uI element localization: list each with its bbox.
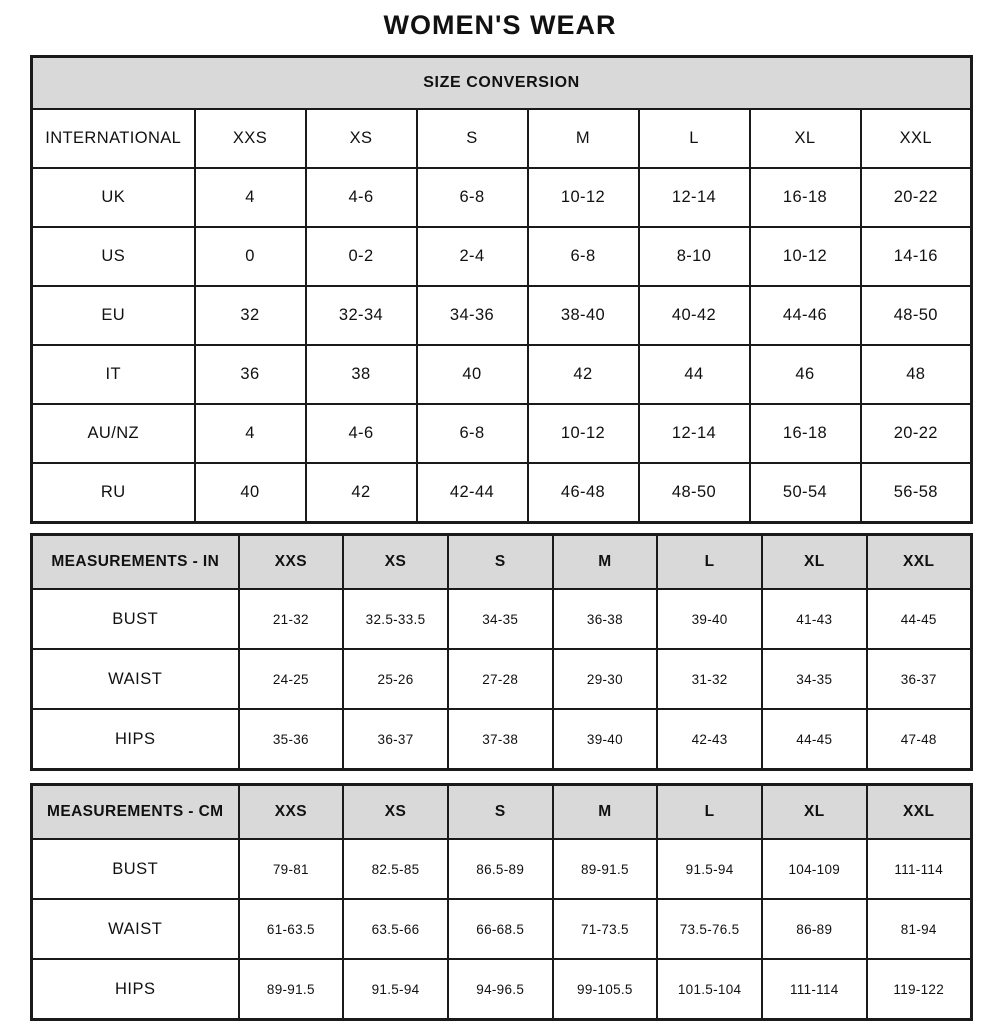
measurement-label: HIPS — [32, 709, 239, 770]
measurement-value: 71-73.5 — [553, 899, 658, 959]
measurement-value: 35-36 — [239, 709, 344, 770]
size-value: 42 — [306, 463, 417, 523]
measurement-value: 86-89 — [762, 899, 867, 959]
measurement-value: 37-38 — [448, 709, 553, 770]
size-value: 20-22 — [861, 404, 972, 463]
size-conversion-table — [30, 55, 973, 524]
measurement-value: 36-37 — [867, 649, 972, 709]
measurement-value: 36-38 — [553, 589, 658, 649]
size-value: 10-12 — [528, 404, 639, 463]
size-value: 20-22 — [861, 168, 972, 227]
size-value: 4 — [195, 404, 306, 463]
size-column-header: INTERNATIONAL — [32, 109, 195, 168]
size-row — [32, 168, 972, 227]
measurement-label: WAIST — [32, 649, 239, 709]
size-value: 46-48 — [528, 463, 639, 523]
size-value: 48-50 — [639, 463, 750, 523]
measurement-value: 36-37 — [343, 709, 448, 770]
measurement-value: 39-40 — [657, 589, 762, 649]
measurement-value: 24-25 — [239, 649, 344, 709]
size-value: 48-50 — [861, 286, 972, 345]
measurement-value: 89-91.5 — [239, 959, 344, 1020]
measurement-column-header: M — [553, 785, 658, 840]
size-value: 38 — [306, 345, 417, 404]
measurement-value: 104-109 — [762, 839, 867, 899]
measurement-row — [32, 709, 972, 770]
size-value: 10-12 — [750, 227, 861, 286]
size-value: 14-16 — [861, 227, 972, 286]
size-value: 16-18 — [750, 168, 861, 227]
measurement-value: 34-35 — [448, 589, 553, 649]
size-column-header: L — [639, 109, 750, 168]
size-value: 6-8 — [417, 404, 528, 463]
size-value: 16-18 — [750, 404, 861, 463]
measurement-value: 31-32 — [657, 649, 762, 709]
size-value: 4-6 — [306, 168, 417, 227]
measurement-value: 21-32 — [239, 589, 344, 649]
size-value: 46 — [750, 345, 861, 404]
size-value: 6-8 — [417, 168, 528, 227]
region-label: US — [32, 227, 195, 286]
size-row — [32, 286, 972, 345]
size-value: 10-12 — [528, 168, 639, 227]
measurement-column-header: XXL — [867, 785, 972, 840]
measurement-column-header: XL — [762, 785, 867, 840]
measurement-value: 119-122 — [867, 959, 972, 1020]
size-value: 4-6 — [306, 404, 417, 463]
measurement-column-header: MEASUREMENTS - IN — [32, 535, 239, 590]
measurement-value: 29-30 — [553, 649, 658, 709]
measurement-column-header: L — [657, 535, 762, 590]
measurement-label: HIPS — [32, 959, 239, 1020]
size-value: 32 — [195, 286, 306, 345]
measurement-value: 66-68.5 — [448, 899, 553, 959]
measurement-label: BUST — [32, 839, 239, 899]
size-value: 0 — [195, 227, 306, 286]
size-column-header: XS — [306, 109, 417, 168]
size-column-header: XL — [750, 109, 861, 168]
size-value: 50-54 — [750, 463, 861, 523]
measurement-row — [32, 959, 972, 1020]
region-label: RU — [32, 463, 195, 523]
measurement-value: 61-63.5 — [239, 899, 344, 959]
measurements-cm-table — [30, 783, 973, 1021]
measurement-value: 41-43 — [762, 589, 867, 649]
size-value: 44-46 — [750, 286, 861, 345]
size-value: 48 — [861, 345, 972, 404]
measurement-value: 79-81 — [239, 839, 344, 899]
size-value: 4 — [195, 168, 306, 227]
size-value: 32-34 — [306, 286, 417, 345]
measurement-column-header: MEASUREMENTS - CM — [32, 785, 239, 840]
measurement-value: 27-28 — [448, 649, 553, 709]
size-value: 0-2 — [306, 227, 417, 286]
size-column-header: XXL — [861, 109, 972, 168]
measurement-value: 99-105.5 — [553, 959, 658, 1020]
column-header-row — [32, 109, 972, 168]
measurement-value: 25-26 — [343, 649, 448, 709]
measurement-value: 101.5-104 — [657, 959, 762, 1020]
measurement-value: 81-94 — [867, 899, 972, 959]
measurement-value: 44-45 — [762, 709, 867, 770]
measurement-value: 111-114 — [762, 959, 867, 1020]
size-value: 8-10 — [639, 227, 750, 286]
size-value: 40 — [195, 463, 306, 523]
measurement-value: 42-43 — [657, 709, 762, 770]
measurement-column-header: XXL — [867, 535, 972, 590]
measurement-value: 91.5-94 — [657, 839, 762, 899]
measurement-value: 34-35 — [762, 649, 867, 709]
size-row — [32, 227, 972, 286]
measurement-column-header: L — [657, 785, 762, 840]
size-value: 40-42 — [639, 286, 750, 345]
measurement-value: 86.5-89 — [448, 839, 553, 899]
size-value: 38-40 — [528, 286, 639, 345]
measurement-header-row — [32, 785, 972, 840]
measurement-value: 47-48 — [867, 709, 972, 770]
table-banner: SIZE CONVERSION — [32, 57, 972, 110]
size-value: 42 — [528, 345, 639, 404]
measurement-column-header: S — [448, 785, 553, 840]
region-label: UK — [32, 168, 195, 227]
measurement-value: 91.5-94 — [343, 959, 448, 1020]
measurement-column-header: XS — [343, 785, 448, 840]
measurement-value: 39-40 — [553, 709, 658, 770]
page-title: WOMEN'S WEAR — [383, 10, 617, 40]
size-value: 40 — [417, 345, 528, 404]
measurement-column-header: XL — [762, 535, 867, 590]
measurements-in-table — [30, 533, 973, 771]
measurement-value: 73.5-76.5 — [657, 899, 762, 959]
measurement-value: 94-96.5 — [448, 959, 553, 1020]
size-value: 12-14 — [639, 168, 750, 227]
size-value: 56-58 — [861, 463, 972, 523]
size-value: 12-14 — [639, 404, 750, 463]
measurement-value: 63.5-66 — [343, 899, 448, 959]
size-row — [32, 345, 972, 404]
measurement-row — [32, 589, 972, 649]
measurement-value: 44-45 — [867, 589, 972, 649]
banner-row — [32, 57, 972, 110]
region-label: AU/NZ — [32, 404, 195, 463]
measurement-row — [32, 649, 972, 709]
measurement-value: 82.5-85 — [343, 839, 448, 899]
size-value: 2-4 — [417, 227, 528, 286]
measurement-column-header: S — [448, 535, 553, 590]
size-column-header: M — [528, 109, 639, 168]
size-column-header: XXS — [195, 109, 306, 168]
region-label: IT — [32, 345, 195, 404]
measurement-column-header: M — [553, 535, 658, 590]
measurement-value: 89-91.5 — [553, 839, 658, 899]
measurement-column-header: XS — [343, 535, 448, 590]
size-value: 44 — [639, 345, 750, 404]
measurement-value: 32.5-33.5 — [343, 589, 448, 649]
measurement-label: BUST — [32, 589, 239, 649]
size-value: 36 — [195, 345, 306, 404]
measurement-value: 111-114 — [867, 839, 972, 899]
size-value: 42-44 — [417, 463, 528, 523]
size-value: 6-8 — [528, 227, 639, 286]
measurement-row — [32, 839, 972, 899]
region-label: EU — [32, 286, 195, 345]
size-column-header: S — [417, 109, 528, 168]
measurement-header-row — [32, 535, 972, 590]
size-value: 34-36 — [417, 286, 528, 345]
size-row — [32, 404, 972, 463]
measurement-column-header: XXS — [239, 785, 344, 840]
measurement-label: WAIST — [32, 899, 239, 959]
size-row — [32, 463, 972, 523]
measurement-row — [32, 899, 972, 959]
measurement-column-header: XXS — [239, 535, 344, 590]
